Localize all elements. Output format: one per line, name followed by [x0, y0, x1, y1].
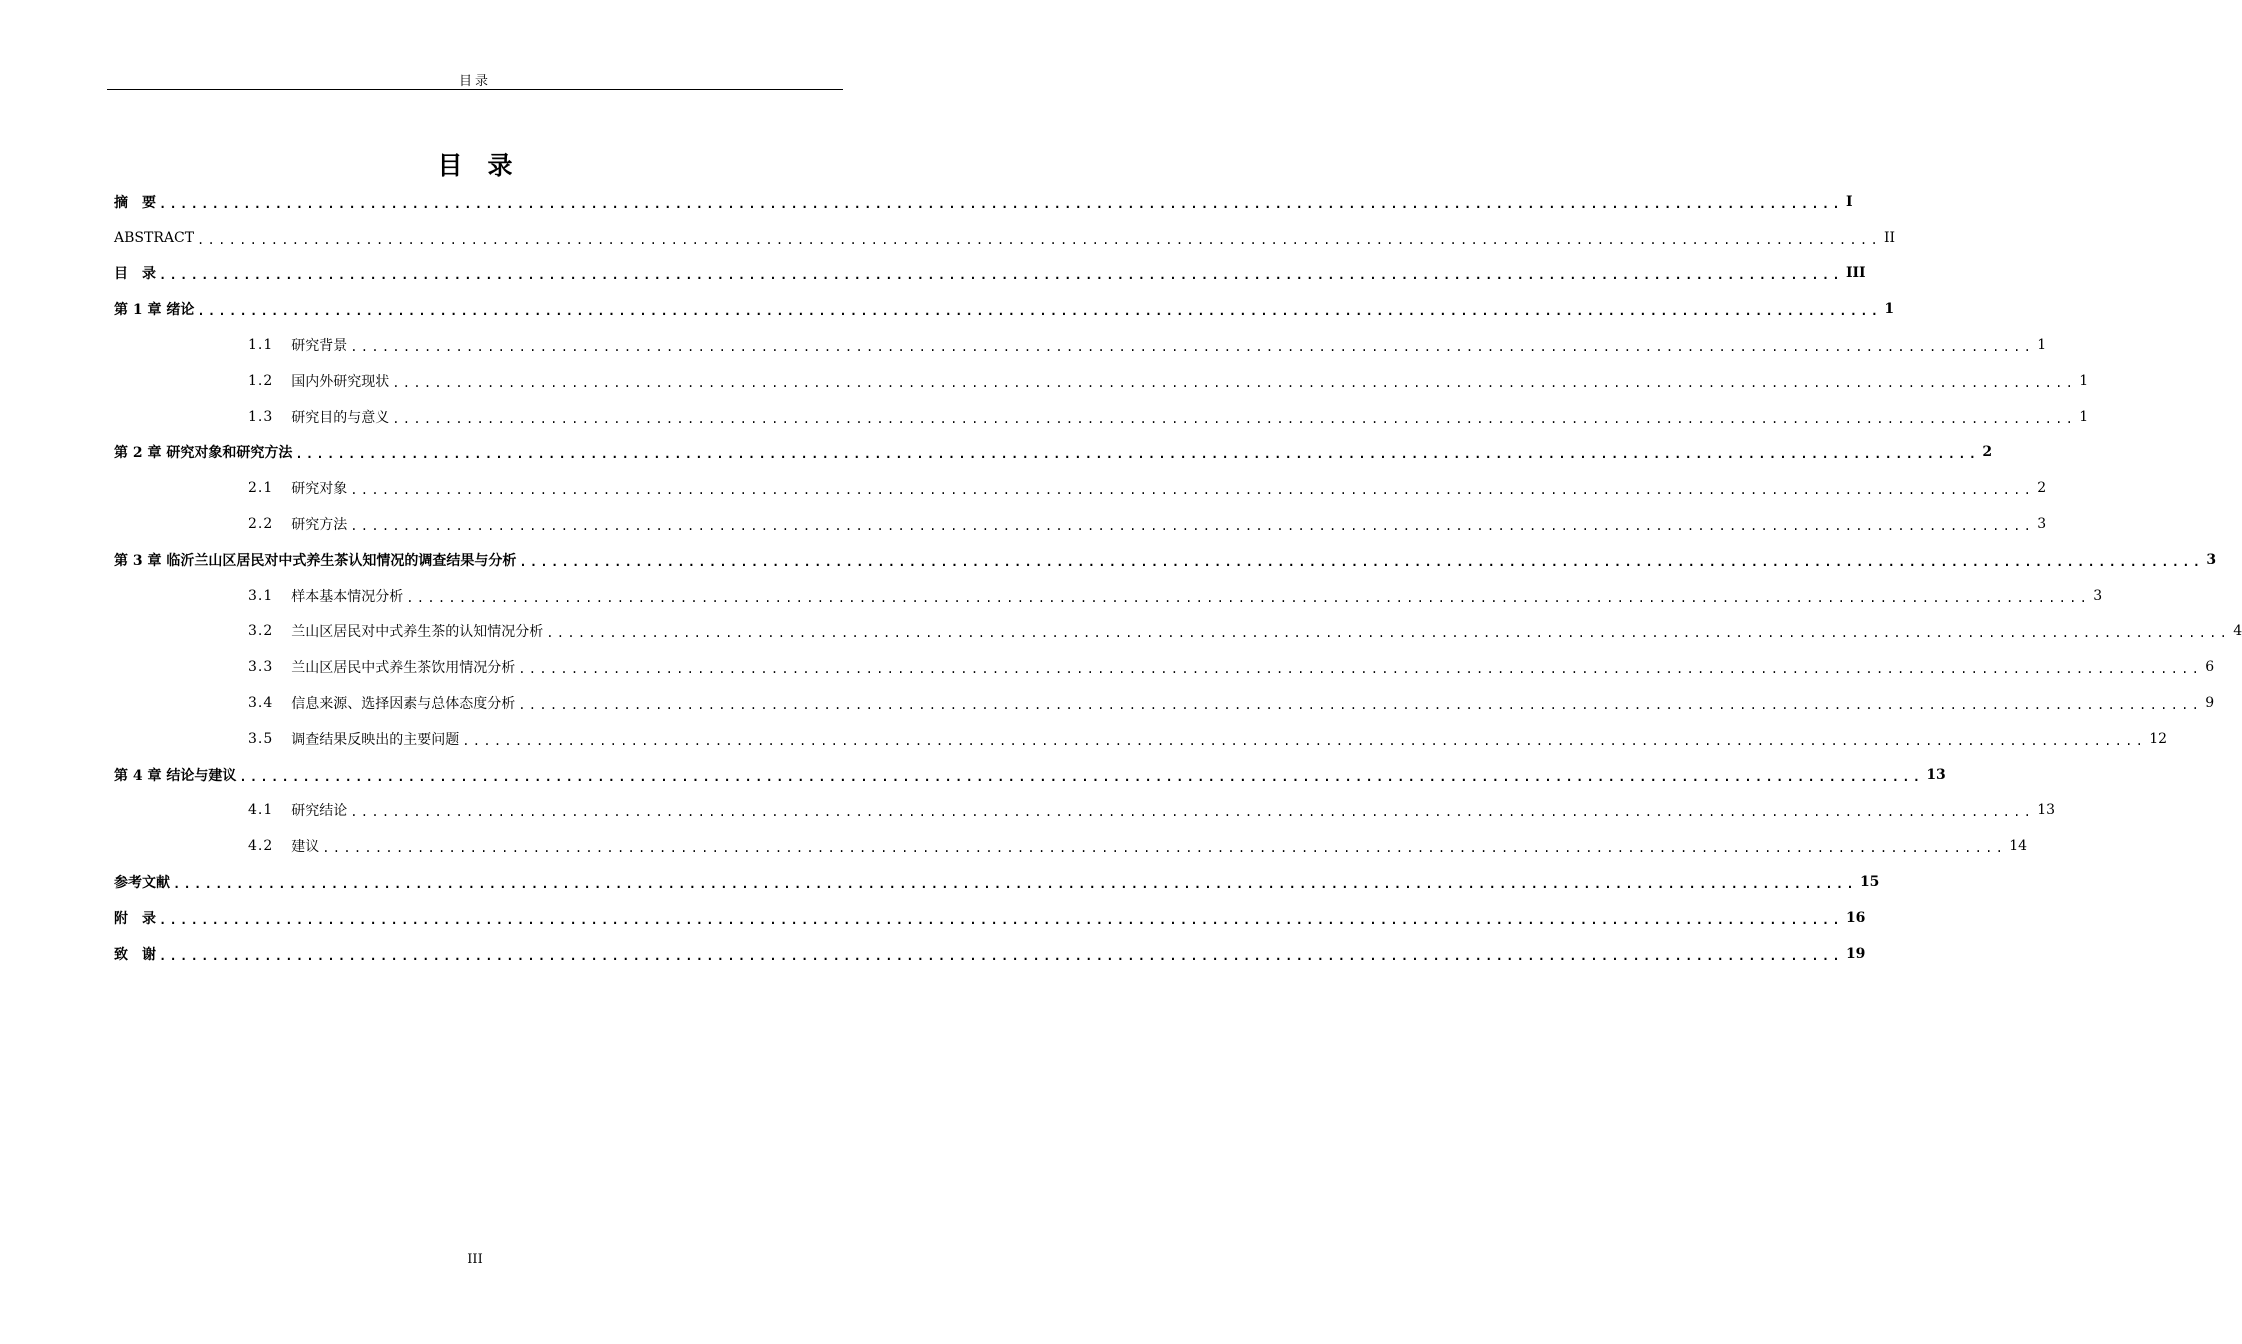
- toc-dot-leader: ................................................................................................................................................................: [159, 948, 1843, 963]
- toc-entry-page: 1: [2079, 372, 2089, 389]
- toc-chapter-entry[interactable]: [114, 291, 1895, 327]
- toc-entry-number: 3.1: [248, 587, 274, 604]
- toc-entry-number: 2.2: [248, 516, 274, 533]
- toc-dot-leader: ................................................................................................................................................................: [350, 519, 2035, 534]
- toc-entry-label: 研究目的与意义: [291, 409, 390, 426]
- toc-entry-number: 3.2: [248, 623, 274, 640]
- toc-entry-number: 3.4: [248, 695, 274, 712]
- toc-entry-page: 1: [2037, 337, 2047, 354]
- toc-subsection-entry[interactable]: [114, 506, 2047, 542]
- toc-dot-leader: ................................................................................................................................................................: [322, 841, 2007, 856]
- toc-entry-page: 1: [2079, 408, 2089, 425]
- toc-entry-page: 13: [1926, 766, 1946, 783]
- toc-subsection-entry[interactable]: [114, 793, 2056, 829]
- toc-entry-page: II: [1883, 229, 1896, 246]
- toc-dot-leader: ................................................................................................................................................................: [350, 483, 2035, 498]
- toc-dot-leader: ................................................................................................................................................................: [159, 912, 1843, 927]
- toc-dot-leader: ................................................................................................................................................................: [546, 626, 2231, 641]
- toc-dot-leader: ................................................................................................................................................................: [406, 590, 2091, 605]
- toc-entry-label: 兰山区居民对中式养生茶的认知情况分析: [291, 624, 544, 641]
- toc-entry-label: 第 1 章 绪论: [114, 302, 195, 319]
- toc-title: 目 录: [437, 151, 513, 180]
- toc-chapter-entry[interactable]: [114, 757, 1946, 793]
- toc-subsection-entry[interactable]: [114, 614, 2242, 650]
- toc-chapter-entry[interactable]: [114, 435, 1993, 471]
- toc-entry-page: 13: [2037, 802, 2056, 819]
- toc-entry-number: 1.2: [248, 372, 274, 389]
- toc-subsection-entry[interactable]: [114, 327, 2047, 363]
- toc-entry-label: 国内外研究现状: [291, 373, 390, 390]
- toc-entry-label: ABSTRACT: [114, 229, 195, 246]
- toc-entry-page: III: [1845, 265, 1866, 282]
- toc-entry-label: 致 谢: [114, 946, 156, 963]
- toc-entry-number: 1.1: [248, 337, 274, 354]
- toc-entry-label: 建议: [291, 839, 320, 856]
- toc-entry-label: 研究方法: [291, 517, 348, 534]
- toc-entry-page: 3: [2093, 587, 2103, 604]
- toc-entry-label: 第 2 章 研究对象和研究方法: [114, 445, 293, 462]
- toc-entry-page: 1: [1884, 301, 1895, 318]
- toc-dot-leader: ................................................................................................................................................................: [519, 554, 2204, 569]
- running-header: 目录: [458, 74, 491, 89]
- toc-entry-label: 参考文献: [114, 875, 170, 892]
- toc-subsection-entry[interactable]: [114, 578, 2103, 614]
- toc-entry-page: 16: [1845, 909, 1866, 926]
- table-of-contents: [114, 184, 2242, 972]
- toc-chapter-entry[interactable]: [114, 936, 1866, 972]
- toc-dot-leader: ................................................................................................................................................................: [197, 304, 1882, 319]
- toc-entry-label: 第 4 章 结论与建议: [114, 767, 237, 784]
- toc-dot-leader: ................................................................................................................................................................: [173, 877, 1857, 892]
- toc-chapter-entry[interactable]: [114, 220, 1896, 256]
- toc-chapter-entry[interactable]: [114, 900, 1866, 936]
- toc-entry-page: 3: [2037, 516, 2047, 533]
- toc-dot-leader: ................................................................................................................................................................: [350, 340, 2035, 355]
- toc-chapter-entry[interactable]: [114, 256, 1866, 292]
- toc-entry-number: 3.3: [248, 659, 274, 676]
- toc-dot-leader: ................................................................................................................................................................: [392, 375, 2077, 390]
- toc-entry-page: 2: [2037, 480, 2047, 497]
- toc-entry-label: 兰山区居民中式养生茶饮用情况分析: [291, 660, 516, 677]
- toc-entry-number: 2.1: [248, 480, 274, 497]
- toc-entry-page: 14: [2009, 838, 2028, 855]
- toc-entry-page: 15: [1859, 874, 1880, 891]
- toc-entry-number: 4.1: [248, 802, 274, 819]
- toc-subsection-entry[interactable]: [114, 399, 2089, 435]
- toc-entry-label: 调查结果反映出的主要问题: [291, 731, 460, 748]
- toc-entry-page: 3: [2206, 551, 2217, 568]
- toc-entry-label: 样本基本情况分析: [291, 588, 404, 605]
- toc-subsection-entry[interactable]: [114, 649, 2215, 685]
- toc-entry-page: 19: [1845, 945, 1866, 962]
- toc-entry-label: 研究对象: [291, 481, 348, 498]
- toc-dot-leader: ................................................................................................................................................................: [392, 411, 2077, 426]
- page-number: III: [467, 1252, 483, 1267]
- toc-dot-leader: ................................................................................................................................................................: [518, 698, 2203, 713]
- toc-dot-leader: ................................................................................................................................................................: [295, 447, 1980, 462]
- toc-entry-label: 第 3 章 临沂兰山区居民对中式养生茶认知情况的调查结果与分析: [114, 552, 517, 569]
- toc-subsection-entry[interactable]: [114, 828, 2028, 864]
- toc-entry-label: 研究背景: [291, 338, 348, 355]
- toc-dot-leader: ................................................................................................................................................................: [239, 769, 1924, 784]
- header-rule: [107, 89, 843, 90]
- toc-subsection-entry[interactable]: [114, 721, 2168, 757]
- toc-entry-page: 9: [2205, 695, 2215, 712]
- toc-entry-label: 附 录: [114, 910, 156, 927]
- toc-entry-page: I: [1845, 193, 1853, 210]
- toc-subsection-entry[interactable]: [114, 363, 2089, 399]
- toc-dot-leader: ................................................................................................................................................................: [159, 268, 1843, 283]
- toc-entry-number: 3.5: [248, 730, 274, 747]
- toc-chapter-entry[interactable]: [114, 542, 2217, 578]
- toc-subsection-entry[interactable]: [114, 470, 2047, 506]
- toc-entry-page: 4: [2233, 623, 2242, 640]
- toc-entry-number: 1.3: [248, 408, 274, 425]
- toc-chapter-entry[interactable]: [114, 184, 1853, 220]
- toc-dot-leader: ................................................................................................................................................................: [518, 662, 2203, 677]
- toc-entry-page: 2: [1982, 444, 1993, 461]
- toc-chapter-entry[interactable]: [114, 864, 1880, 900]
- toc-entry-number: 4.2: [248, 838, 274, 855]
- toc-dot-leader: ................................................................................................................................................................: [350, 805, 2035, 820]
- toc-dot-leader: ................................................................................................................................................................: [462, 733, 2147, 748]
- toc-entry-label: 摘 要: [114, 194, 156, 211]
- toc-dot-leader: ................................................................................................................................................................: [159, 196, 1843, 211]
- toc-entry-page: 12: [2149, 730, 2168, 747]
- toc-subsection-entry[interactable]: [114, 685, 2215, 721]
- toc-entry-label: 目 录: [114, 266, 156, 283]
- toc-entry-page: 6: [2205, 659, 2215, 676]
- toc-dot-leader: ................................................................................................................................................................: [197, 232, 1881, 247]
- toc-entry-label: 信息来源、选择因素与总体态度分析: [291, 696, 516, 713]
- toc-entry-label: 研究结论: [291, 803, 348, 820]
